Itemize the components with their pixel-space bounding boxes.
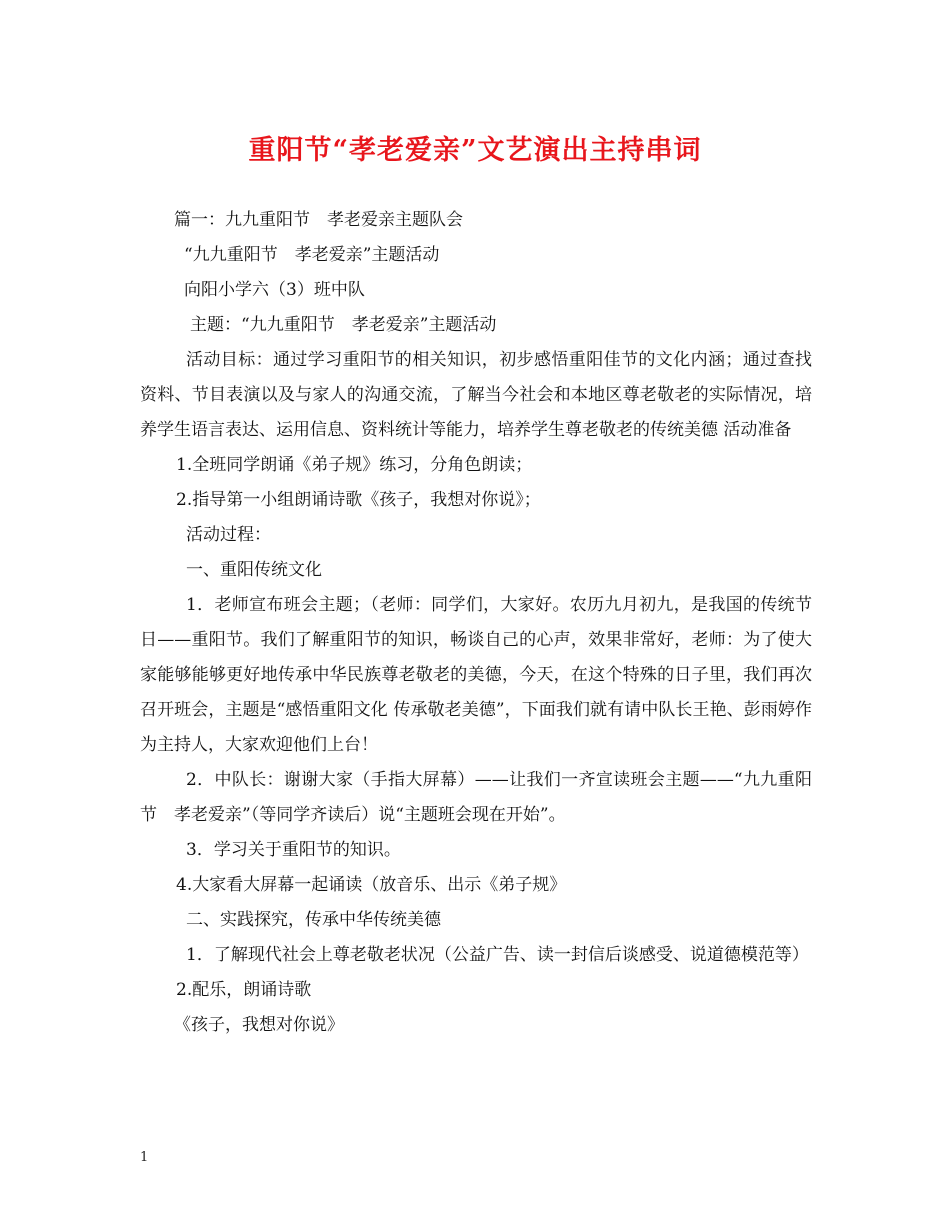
- section-heading: 篇一：九九重阳节 孝老爱亲主题队会: [174, 210, 463, 230]
- part-heading: 二、实践探究，传承中华传统美德: [186, 910, 441, 930]
- preparation-item: 1.全班同学朗诵《弟子规》练习，分角色朗读；: [176, 455, 533, 475]
- part-heading: 一、重阳传统文化: [186, 560, 322, 580]
- activity-goal: 活动目标：通过学习重阳节的相关知识，初步感悟重阳佳节的文化内涵；通过查找资料、节目表演以及与家人的沟通交流，了解当今社会和本地区尊老敬老的实际情况，培养学生语言表达、运用信息、资料统计等能力，培养学生尊老敬老的传统美德 活动准备: [140, 350, 812, 440]
- process-heading: 活动过程：: [186, 525, 271, 545]
- activity-title: “九九重阳节 孝老爱亲”主题活动: [184, 245, 440, 265]
- process-step: 3．学习关于重阳节的知识。: [186, 840, 401, 860]
- process-step: 2.配乐，朗诵诗歌: [176, 980, 312, 1000]
- process-step: 1．了解现代社会上尊老敬老状况（公益广告、读一封信后谈感受、说道德模范等）: [186, 945, 809, 965]
- class-name: 向阳小学六（3）班中队: [184, 280, 365, 300]
- poem-title: 《孩子，我想对你说》: [174, 1015, 344, 1035]
- activity-theme: 主题：“九九重阳节 孝老爱亲”主题活动: [190, 315, 497, 335]
- preparation-item: 2.指导第一小组朗诵诗歌《孩子，我想对你说》；: [176, 490, 541, 510]
- page-number: 1: [140, 1150, 149, 1165]
- document-body: [140, 203, 812, 1043]
- process-step: 4.大家看大屏幕一起诵读（放音乐、出示《弟子规》: [176, 875, 567, 895]
- process-step: 1．老师宣布班会主题；（老师：同学们，大家好。农历九月初九，是我国的传统节日——重阳节。我们了解重阳节的知识，畅谈自己的心声，效果非常好，老师：为了使大家能够能够更好地传承中华民族尊老敬老的美德，今天，在这个特殊的日子里，我们再次召开班会，主题是“感悟重阳文化 传承敬老美德”，下面我们就有请中队长王艳、彭雨婷作为主持人，大家欢迎他们上台！: [140, 595, 812, 755]
- document-title: 重阳节“孝老爱亲”文艺演出主持串词: [248, 135, 702, 166]
- process-step: 2．中队长：谢谢大家（手指大屏幕）——让我们一齐宣读班会主题——“九九重阳节 孝老爱亲”（等同学齐读后）说“主题班会现在开始”。: [140, 770, 812, 825]
